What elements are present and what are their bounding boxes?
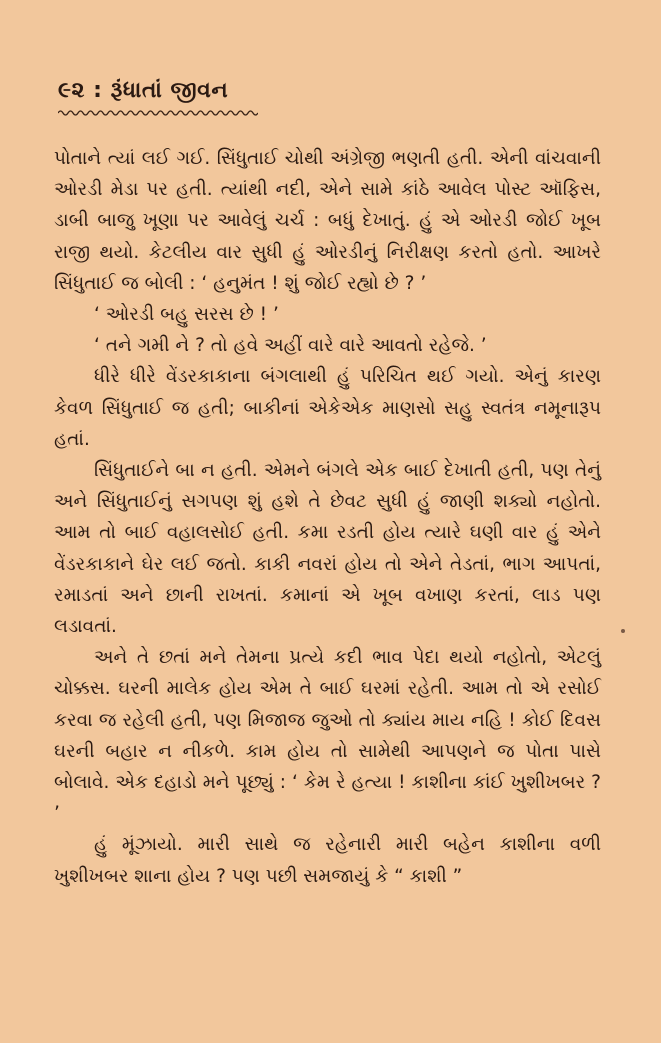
paragraph-6: અને તે છતાં મને તેમના પ્રત્યે કદી ભાવ પેદા થયો નહોતો, એટલું ચોક્કસ. ઘરની માલેક હોય એમ તે બાઈ ઘરમાં રહેતી. આમ તો એ રસોઈ કરવા જ રહેલી હતી, પણ મિજાજ જુઓ તો ક્યાંય માય નહિ ! કોઈ દિવસ ઘરની બહાર ન નીકળે. કામ હોય તો સામેથી આપણને જ પોતા પાસે બોલાવે. એક દહાડો મને પૂછ્યું : ‘ કેમ રે હત્યા ! કાશીના કાંઈ ખુશીખબર ? ’ — [54, 647, 601, 825]
page-header — [58, 78, 228, 109]
paragraph-4: ધીરે ધીરે વેંડરકાકાના બંગલાથી હું પરિચિત થઈ ગયો. એનું કારણ કેવળ સિંધુતાઈ જ હતી; બાકીનાં એકેએક માણસો સહુ સ્વતંત્ર નમૂનારૂપ હતાં. — [54, 366, 601, 450]
paragraph-3: ‘ તને ગમી ને ? તો હવે અહીં વારે વારે આવતો રહેજે. ’ — [94, 335, 487, 357]
page-number: ૯૨ — [58, 78, 85, 103]
paragraph-7: હું મૂંઝાયો. મારી સાથે જ રહેનારી મારી બહેન કાશીના વળી ખુશીખબર શાના હોય ? પણ પછી સમજાયું કે “ કાશી ” — [54, 834, 601, 887]
chapter-title: રૂંધાતાં જીવન — [110, 78, 229, 103]
paragraph-2: ‘ ઓરડી બહુ સરસ છે ! ’ — [94, 304, 279, 326]
paragraph-5: સિંધુતાઈને બા ન હતી. એમને બંગલે એક બાઈ દેખાતી હતી, પણ તેનું અને સિંધુતાઈનું સગપણ શું હશે તે છેવટ સુધી હું જાણી શક્યો નહોતો. આમ તો બાઈ વહાલસોઈ હતી. કમા રડતી હોય ત્યારે ઘણી વાર હું એને વેંડરકાકાને ઘેર લઈ જતો. કાકી નવરાં હોય તો એને તેડતાં, ભાગ આપતાં, રમાડતાં અને છાની રાખતાં. કમાનાં એ ખૂબ વખાણ કરતાં, લાડ પણ લડાવતાં. — [54, 460, 601, 638]
body-text — [54, 143, 601, 892]
ink-speck — [621, 629, 625, 633]
wavy-underline — [58, 109, 258, 117]
paragraph-1: પોતાને ત્યાં લઈ ગઈ. સિંધુતાઈ ચોથી અંગ્રેજી ભણતી હતી. એની વાંચવાની ઓરડી મેડા પર હતી. ત્યાંથી નદી, એને સામે કાંઠે આવેલ પોસ્ટ ઑફિસ, ડાબી બાજુ ખૂણા પર આવેલું ચર્ચ : બધું દેખાતું. હું એ ઓરડી જોઈ ખૂબ રાજી થયો. કેટલીય વાર સુધી હું ઓરડીનું નિરીક્ષણ કરતો હતો. આખરે સિંધુતાઈ જ બોલી : ‘ હનુમંત ! શું જોઈ રહ્યો છે ? ’ — [54, 148, 601, 294]
header-separator: : — [93, 78, 103, 103]
